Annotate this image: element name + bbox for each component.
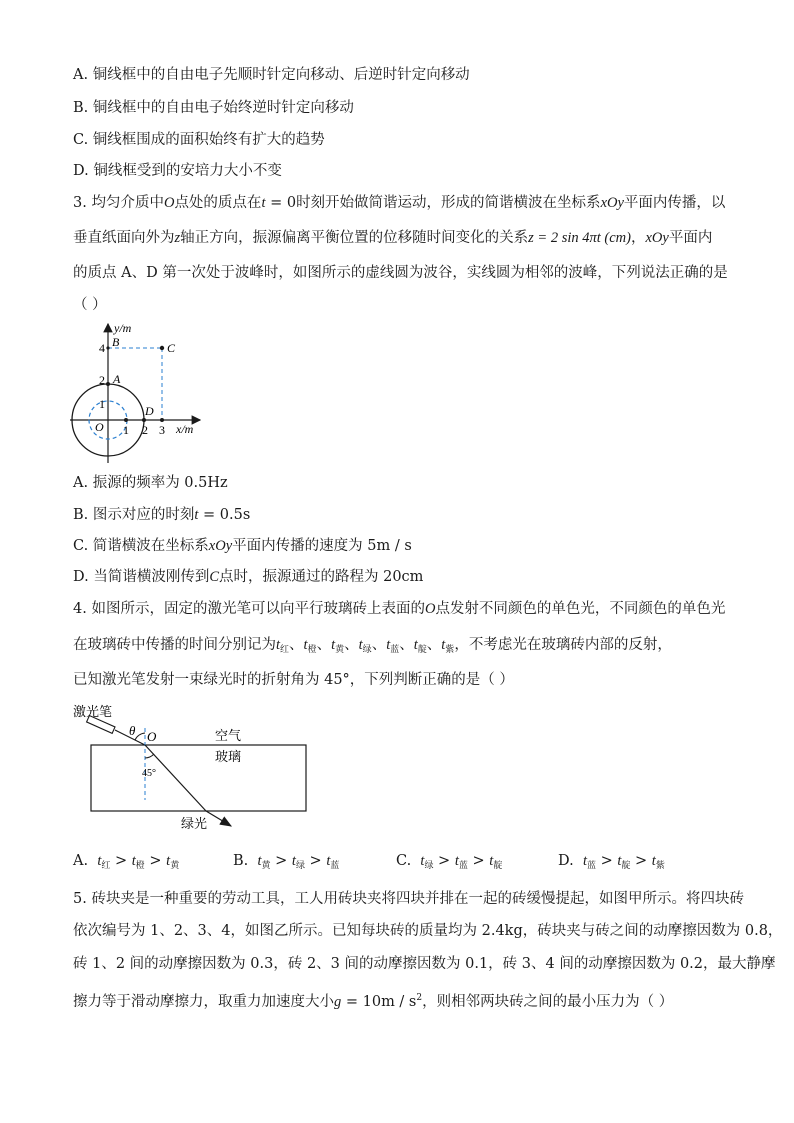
x-tick-3: 3 xyxy=(159,423,165,437)
q4-line-1: 4. 如图所示，固定的激光笔可以向平行玻璃砖上表面的O点发射不同颜色的单色光，不同颜色的单色光 xyxy=(73,601,726,617)
q3-answer-paren: （ ） xyxy=(73,297,107,313)
q3-option-c: C. 简谐横波在坐标系xOy平面内传播的速度为 5m / s xyxy=(73,538,412,554)
q2-option-c: C. 铜线框围成的面积始终有扩大的趋势 xyxy=(73,132,325,148)
q3-line-2: 垂直纸面向外为z轴正方向，振源偏离平衡位置的位移随时间变化的关系z = 2 sin 4πt (cm)，xOy平面内 xyxy=(73,230,713,246)
air-label: 空气 xyxy=(215,728,242,743)
angle-label: 45° xyxy=(142,768,156,779)
exit-ray xyxy=(206,811,231,826)
q2-option-a: A. 铜线框中的自由电子先顺时针定向移动、后逆时针定向移动 xyxy=(73,67,470,83)
point-d-label: D xyxy=(145,404,154,418)
q3-line-3: 的质点 A、D 第一次处于波峰时，如图所示的虚线圆为波谷，实线圆为相邻的波峰，下列说法正确的是 xyxy=(73,265,728,281)
refraction-angle-arc xyxy=(145,754,154,758)
theta-arc xyxy=(135,733,145,740)
point-b-dot xyxy=(106,346,109,349)
q4-choice-a: A. $t_红 > t_橙 > t_黄$ xyxy=(73,853,180,871)
q4-line-2: 在玻璃砖中传播的时间分别记为$t_红$、$t_橙$、$t_黄$、$t_绿$、$t_蓝$、$t_靛$、$t_紫$，不考虑光在玻璃砖内部的反射， xyxy=(73,637,672,655)
point-d-dot xyxy=(142,418,146,422)
y-tick-4: 4 xyxy=(99,341,105,355)
y-axis-label: y/m xyxy=(114,321,132,335)
laser-label: 激光笔 xyxy=(73,704,113,719)
glass-block xyxy=(91,745,306,811)
x-tick-2: 2 xyxy=(142,423,148,437)
green-light-label: 绿光 xyxy=(181,816,208,831)
q2-option-d: D. 铜线框受到的安培力大小不变 xyxy=(73,163,282,179)
q4-choice-d: D. $t_蓝 > t_靛 > t_紫$ xyxy=(558,853,665,871)
q5-line-4: 擦力等于滑动摩擦力，取重力加速度大小$g = 10m / s^2$，则相邻两块砖之间的最小压力为（ ） xyxy=(73,993,674,1010)
q3-line-1: 3. 均匀介质中O点处的质点在t = 0时刻开始做简谐运动，形成的简谐横波在坐标系xOy平面内传播，以 xyxy=(73,195,726,211)
q5-line-1: 5. 砖块夹是一种重要的劳动工具，工人用砖块夹将四块并排在一起的砖缓慢提起，如图甲所示。将四块砖 xyxy=(73,891,744,907)
q3-option-a: A. 振源的频率为 0.5Hz xyxy=(73,475,228,491)
origin-label: O xyxy=(95,420,104,434)
point-c-label: C xyxy=(167,341,176,355)
o-label: O xyxy=(147,729,157,744)
glass-label: 玻璃 xyxy=(215,749,242,764)
point-one-dot xyxy=(124,418,128,422)
q2-option-b: B. 铜线框中的自由电子始终逆时针定向移动 xyxy=(73,100,354,116)
x-axis-label: x/m xyxy=(176,422,194,436)
q4-line-3: 已知激光笔发射一束绿光时的折射角为 45°，下列判断正确的是（ ） xyxy=(73,672,514,688)
point-c-dot xyxy=(160,346,164,350)
y-tick-2: 2 xyxy=(99,373,105,387)
q4-choice-c: C. $t_绿 > t_蓝 > t_靛$ xyxy=(396,853,503,871)
q3-option-d: D. 当简谐横波刚传到C点时，振源通过的路程为 20cm xyxy=(73,569,424,585)
point-b-label: B xyxy=(112,335,120,349)
q5-line-3: 砖 1、2 间的动摩擦因数为 0.3，砖 2、3 间的动摩擦因数为 0.1，砖 3、4 间的动摩擦因数为 0.2，最大静摩 xyxy=(73,956,776,972)
q5-line-2: 依次编号为 1、2、3、4，如图乙所示。已知每块砖的质量均为 2.4kg，砖块夹与砖之间的动摩擦因数为 0.8， xyxy=(73,923,783,939)
point-a-dot xyxy=(106,382,110,386)
q3-wave-figure xyxy=(65,318,215,468)
q3-option-b: B. 图示对应的时刻t = 0.5s xyxy=(73,507,251,523)
q3-formula: z = 2 sin 4πt (cm) xyxy=(528,230,631,246)
x-tick-1: 1 xyxy=(123,423,129,437)
theta-label: θ xyxy=(129,723,136,738)
y-tick-1: 1 xyxy=(99,397,105,411)
point-a-label: A xyxy=(113,372,121,386)
q4-refraction-figure xyxy=(65,700,325,835)
point-three-dot xyxy=(160,418,164,422)
q4-choice-b: B. $t_黄 > t_绿 > t_蓝$ xyxy=(233,853,340,871)
